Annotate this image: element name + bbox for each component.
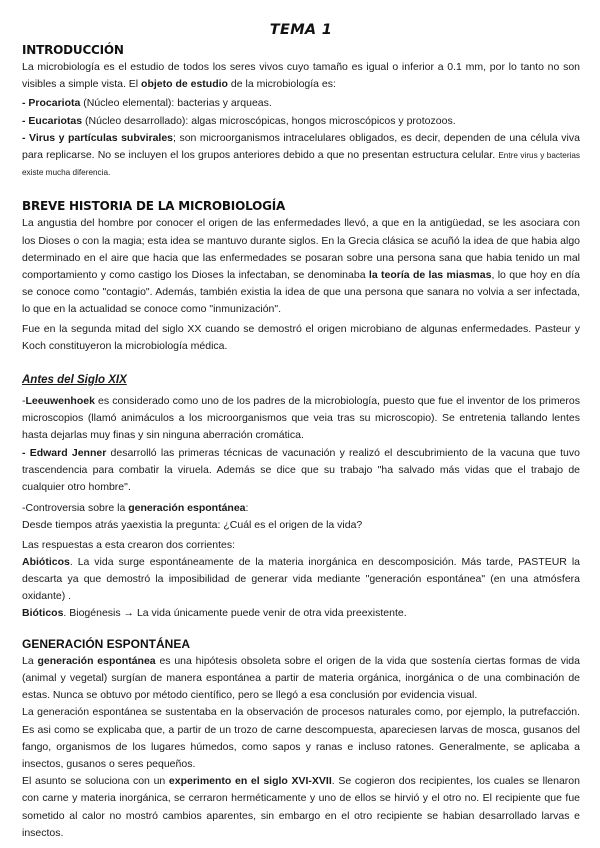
dash: -	[22, 395, 26, 408]
spacer	[22, 623, 580, 636]
paragraph-leeuwenhoek	[22, 393, 580, 445]
historia-text: La angustia del hombre por conocer el origen de las enfermedades llevó, a que en la antigüedad, se les asociara con los Dioses o con la magia; esta idea se mantuvo durante siglos. En la Grecia clásica se acuñó la idea de que habia algo determinado en el aire que hacia que las enfermedades se posaran sobre una persona sana que habia tenido un mal comportamiento y como castigo los Dioses la infectaban, se denominaba	[22, 217, 581, 282]
paragraph-controversia	[22, 500, 580, 517]
term-experimento: experimento en el siglo XVI-XVII	[168, 775, 332, 788]
text-bioticos: . Biogénesis → La vida únicamente puede venir de otra vida preexistente.	[63, 607, 407, 620]
paragraph-respuestas: Las respuestas a esta crearon dos corrientes:	[22, 538, 236, 551]
list-item-eucariotas	[22, 113, 580, 130]
generacion-paragraph-2: La generación espontánea se sustentaba en la observación de procesos naturales como, por ejemplo, la putrefacción. Es asi como se explicaba que, a partir de un trozo de carne descompuesta, apareciesen larvas de mosca, gusanos del fango, organismos de los lugares húmedos, como sapos y ranas e incluso ratones. Generalmente, se aplicaba a insectos, gusanos o seres pequeños.	[22, 706, 580, 770]
historia-text-end: , lo que hoy en día se conoce como "contagio". Además, también existia la idea de que una persona que sanara no volvia a ser infectada, lo que en la actualidad se conoce como "inmunización".	[22, 269, 580, 316]
term-bioticos: Bióticos	[22, 607, 64, 620]
spacer	[22, 181, 580, 198]
paragraph-pregunta: Desde tiempos atrás yaexistia la pregunta: ¿Cuál es el origen de la vida?	[22, 519, 363, 532]
section-historia	[22, 198, 580, 355]
term-eucariotas: - Eucariotas	[22, 114, 83, 127]
document-title: TEMA 1	[269, 22, 333, 38]
term-generacion: generación espontánea	[37, 654, 156, 667]
paragraph-abioticos	[22, 554, 580, 606]
intro-paragraph	[22, 59, 580, 93]
term-jenner: - Edward Jenner	[22, 446, 107, 459]
paragraph-bioticos	[22, 605, 580, 622]
historia-paragraph-2: Fue en la segunda mitad del siglo XX cuando se demostró el origen microbiano de algunas enfermedades. Pasteur y Koch constituyeron la microbiología médica.	[22, 322, 580, 352]
section-heading-historia: BREVE HISTORIA DE LA MICROBIOLOGÍA	[22, 199, 286, 214]
historia-bold-miasmas: la teoría de las miasmas	[368, 269, 492, 282]
section-generacion-espontanea	[22, 636, 580, 842]
controversia-text: -Controversia sobre la	[22, 502, 129, 515]
list-item-procariota	[22, 95, 580, 112]
definition-procariota: (Núcleo elemental): bacterias y arqueas.	[80, 97, 272, 110]
term-leeuwenhoek: Leeuwenhoek	[25, 395, 95, 408]
list-item-virus	[22, 130, 580, 182]
sub-heading-antes-siglo-xix: Antes del Siglo XIX	[22, 374, 127, 387]
section-heading-introduccion: INTRODUCCIÓN	[22, 43, 124, 57]
generacion-paragraph-3	[22, 773, 580, 842]
experimento-text: El asunto se soluciona con un	[22, 775, 169, 788]
generacion-text-rest: es una hipótesis obsoleta sobre el origen de la vida que sostenía ciertas formas de vida (animal y vegetal) surgían de manera espontánea a partir de materia orgánica, inorgánica o de una combinación de estas. Nunca se obtuvo por método científico, pero se llegó a esa conclusión por evidencia visual.	[22, 654, 580, 702]
text-abioticos: . La vida surge espontáneamente de la materia inorgánica en descomposición. Más tarde, PASTEUR la descarta ya que demostró la imposibilidad de generar vida mediante "generación espontánea" (en una atmósfera oxidante) .	[22, 555, 580, 603]
term-procariota: - Procariota	[22, 97, 81, 110]
intro-bold-objeto: objeto de estudio	[141, 78, 228, 91]
colon: :	[245, 502, 249, 515]
term-generacion-espontanea: generación espontánea	[128, 502, 246, 515]
generacion-text: La	[22, 654, 38, 667]
section-introduccion	[22, 42, 580, 181]
experimento-text-rest: . Se cogieron dos recipientes, los cuales se llenaron con carne y materia inorgánica, se cerraron herméticamente y uno de ellos se hirvió y el otro no. El recipiente que fue sometido al calor no mostró cambios aparentes, sin embargo en el otro recipiente se habian desarrollado larvas e insectos.	[22, 775, 580, 839]
historia-paragraph-1	[22, 215, 580, 318]
generacion-paragraph-1	[22, 653, 580, 705]
paragraph-jenner	[22, 445, 580, 497]
definition-eucariotas: (Núcleo desarrollado): algas microscópicas, hongos microscópicos y protozoos.	[82, 114, 456, 127]
section-antes-siglo-xix	[22, 372, 580, 623]
note-virus-bacterias: Entre virus y bacterias existe mucha diferencia.	[22, 151, 581, 178]
intro-text-end: de la microbiología es:	[227, 78, 336, 91]
intro-text: La microbiología es el estudio de todos los seres vivos cuyo tamaño es igual o inferior a 0.1 mm, por lo tanto no son visibles a simple vista. El	[22, 61, 580, 91]
term-virus: - Virus y partículas subvirales	[22, 131, 174, 144]
document-page	[22, 22, 580, 842]
text-leeuwenhoek: es considerado como uno de los padres de la microbiología, puesto que fue el inventor de los primeros microscopios (llamó animáculos a los microorganismos que veia tras su microscopio). Se entretenia tallando lentes hasta dejarlas muy finas y sin ninguna aberración cromática.	[22, 395, 580, 442]
section-heading-generacion: GENERACIÓN ESPONTÁNEA	[22, 636, 191, 651]
term-abioticos: Abióticos	[22, 555, 70, 568]
spacer	[22, 355, 580, 372]
text-jenner: desarrolló las primeras técnicas de vacunación y realizó el descubrimiento de la vacuna que tuvo trascendencia para combatir la viruela. Además se dice que su trabajo "ha salvado más vidas que el trabajo de cualquier otro hombre".	[22, 446, 580, 494]
definition-virus: ; son microorganismos intracelulares obligados, es decir, dependen de una célula viva para replicarse. No se incluyen el los grupos anteriores debido a que no presentan estructura celular.	[22, 131, 580, 162]
